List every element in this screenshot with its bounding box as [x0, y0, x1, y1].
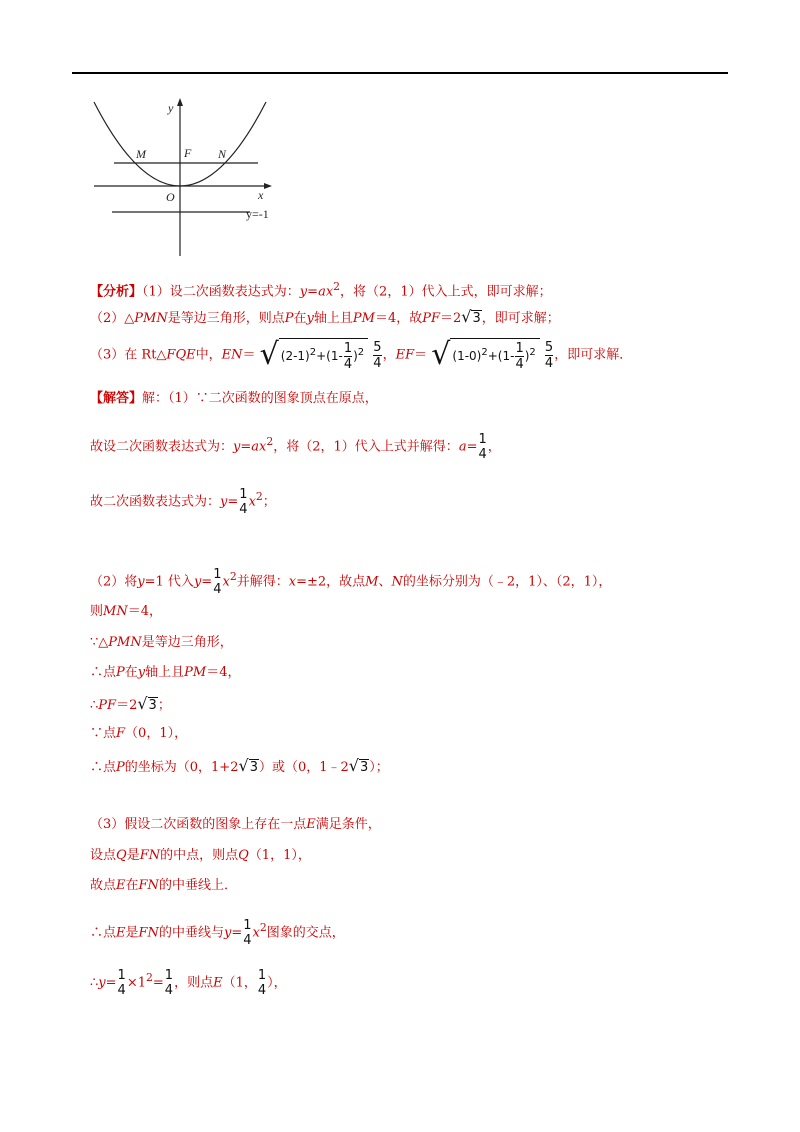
text: = [201, 574, 213, 590]
text: ×1 [126, 975, 146, 991]
sqrt-3: √3 [238, 756, 258, 775]
var: Q [116, 848, 127, 863]
solution-tag: 【解答】 [90, 391, 143, 406]
frac-1-4 [258, 968, 266, 998]
text: ，将（2，1）代入上式，即可求解； [340, 284, 552, 300]
text: = [231, 925, 243, 941]
x-axis-arrow [264, 183, 272, 189]
solution-line-8 [90, 694, 171, 716]
text: ∵点 [90, 726, 117, 741]
text: ＝4， [127, 604, 162, 619]
var: y [233, 439, 241, 455]
num: 1 [343, 341, 353, 356]
var: EF [395, 347, 415, 363]
solution-line-9 [90, 724, 187, 744]
frac-1-4 [243, 918, 251, 948]
num: 1 [239, 487, 248, 502]
text: 故设二次函数表达式为： [90, 439, 234, 455]
text: （2）△ [90, 311, 135, 326]
var: N [391, 574, 403, 590]
solution-line-10 [90, 756, 389, 778]
text: （1， [222, 975, 257, 991]
var: FN [139, 848, 161, 863]
var: PF [422, 311, 440, 326]
den: 4 [117, 983, 126, 998]
text: = [466, 439, 478, 455]
var: PF [98, 698, 117, 713]
text: = [307, 284, 319, 300]
var: P [284, 311, 294, 326]
var: Q [238, 848, 249, 863]
var: P [116, 665, 125, 680]
sqrt-value: 3 [148, 698, 157, 713]
var: y [98, 975, 106, 991]
text: ＝ [242, 347, 256, 363]
den: 4 [257, 983, 267, 998]
text: ∴ [90, 698, 99, 713]
text: 图象的交点， [266, 925, 345, 941]
text: ＝4，故 [374, 311, 423, 326]
var: y [223, 925, 232, 941]
analysis-tag: 【分析】 [90, 284, 143, 300]
sqrt-en: √ $(2-1)^2+(1-$ $\frac{1}{4}$ )$^2$ [260, 338, 369, 372]
solution-line-7 [90, 663, 241, 683]
var: M [365, 574, 379, 590]
exp: 2 [266, 435, 274, 449]
var: x [288, 574, 297, 590]
text: 故二次函数表达式为： [90, 494, 221, 510]
frac-5-4 [373, 340, 381, 371]
term: +(1- [487, 349, 515, 363]
term: +(1- [316, 349, 343, 363]
text: 在 [125, 878, 139, 893]
text: ＝2 [440, 311, 462, 326]
var: PMN [108, 635, 142, 650]
text: 是 [126, 848, 140, 863]
text: ）或（0，1﹣2 [258, 760, 349, 775]
analysis-line-1 [90, 277, 552, 302]
text: （0，1）， [125, 726, 188, 741]
y-axis-arrow [177, 98, 183, 106]
var: y [193, 574, 202, 590]
text: 轴上且 [313, 311, 353, 326]
frac-1-4 [165, 968, 173, 998]
text: 的坐标分别为（﹣2，1）、（2，1）， [402, 574, 612, 590]
var: x [222, 574, 230, 590]
text: = [227, 494, 239, 510]
var: MN [103, 604, 128, 619]
exp: 2 [357, 347, 365, 358]
den: 4 [213, 582, 222, 597]
text: ＝4， [206, 665, 241, 680]
solution-line-14 [90, 918, 345, 948]
exp: 2 [333, 280, 341, 293]
sqrt-ef: √ $(1-0)^2+(1-$ $\frac{1}{4}$ )$^2$ [431, 338, 540, 372]
var: E [116, 925, 126, 941]
term: ) [353, 349, 358, 363]
text: （3）假设二次函数的图象上存在一点 [90, 817, 307, 832]
text: （1，1）， [248, 848, 311, 863]
solution-line-13 [90, 876, 237, 896]
var: FN [138, 878, 159, 893]
den: 4 [239, 502, 248, 517]
analysis-line-3 [90, 338, 632, 372]
text: 是等边三角形， [141, 635, 233, 650]
text: ∴点 [90, 925, 117, 941]
var: FQE [166, 347, 196, 363]
exp: 2 [309, 347, 317, 358]
text: = [240, 439, 252, 455]
text: （2）将 [90, 574, 138, 590]
text: 的坐标为（0，1+2 [124, 760, 239, 775]
parabola-figure [90, 96, 280, 258]
solution-line-12 [90, 846, 311, 866]
sqrt-value: 3 [360, 760, 369, 775]
num: 5 [544, 339, 554, 355]
text: ）， [267, 975, 287, 991]
den: 4 [478, 447, 487, 462]
var: ax [318, 284, 334, 300]
label-n: N [218, 147, 227, 161]
label-y: y [168, 101, 174, 115]
top-rule [72, 72, 728, 74]
frac-5-4 [545, 340, 553, 371]
frac-1-4 [213, 567, 221, 597]
frac-1-4 [344, 341, 352, 372]
label-y-minus-1: y=-1 [246, 207, 269, 221]
label-x: x [258, 188, 264, 202]
var: a [458, 439, 467, 455]
solution-line-11 [90, 815, 381, 835]
solution-line-1 [90, 389, 378, 409]
var: E [213, 975, 223, 991]
text: 在 [124, 665, 138, 680]
var: PM [352, 311, 375, 326]
var: y [299, 284, 308, 300]
solution-line-2 [90, 432, 501, 462]
sqrt-value: 3 [472, 311, 481, 326]
text: =1 代入 [144, 574, 194, 590]
var: x [248, 494, 256, 510]
exp: 2 [259, 921, 267, 935]
den: 4 [164, 983, 174, 998]
sqrt-value: 3 [249, 760, 258, 775]
var: y [137, 665, 146, 680]
text: 、 [378, 574, 392, 590]
sqrt-3: √3 [137, 694, 157, 713]
frac-1-4 [515, 341, 523, 372]
text: ，即可求解． [554, 347, 633, 363]
text: 则 [90, 604, 104, 619]
text: 是 [125, 925, 139, 941]
text: 解：（1）∵二次函数的图象顶点在原点， [142, 391, 378, 406]
text: = [152, 975, 164, 991]
text: =±2，故点 [296, 574, 366, 590]
var: F [116, 726, 126, 741]
var: PM [184, 665, 207, 680]
text: 的中垂线上． [158, 878, 237, 893]
exp: 2 [146, 971, 153, 985]
frac-1-4 [118, 968, 126, 998]
text: ＝2 [116, 698, 138, 713]
solution-line-15 [90, 968, 287, 998]
sqrt-3: √3 [461, 307, 481, 326]
var: x [252, 925, 260, 941]
var: EN [221, 347, 243, 363]
term: ) [524, 349, 530, 363]
text: 是等边三角形，则点 [167, 311, 285, 326]
text: 故点 [90, 878, 117, 893]
frac-1-4 [478, 432, 486, 462]
text: ， [487, 439, 501, 455]
text: 的中点，则点 [160, 848, 239, 863]
text: （1）设二次函数表达式为： [142, 284, 300, 300]
solution-line-5 [90, 602, 162, 622]
text: = [105, 975, 117, 991]
text: 设点 [90, 848, 117, 863]
text: ，即可求解； [481, 311, 560, 326]
var: FN [138, 925, 159, 941]
num: 1 [213, 567, 222, 582]
frac-1-4 [239, 487, 247, 517]
text: ∴点 [90, 760, 117, 775]
exp: 2 [481, 347, 488, 358]
var: E [306, 817, 316, 832]
den: 4 [373, 355, 382, 371]
text: ； [157, 698, 171, 713]
var: PMN [134, 311, 168, 326]
solution-line-3 [90, 487, 276, 517]
var: y [137, 574, 145, 590]
num: 1 [515, 341, 524, 356]
exp: 2 [255, 490, 263, 504]
var: E [116, 878, 126, 893]
den: 4 [243, 933, 252, 948]
den: 4 [544, 355, 554, 371]
var: y [306, 311, 314, 326]
text: ， [382, 347, 396, 363]
exp: 2 [229, 570, 237, 584]
label-f: F [184, 146, 192, 160]
text: 满足条件， [315, 817, 381, 832]
label-origin: O [166, 190, 175, 204]
den: 4 [515, 357, 524, 372]
den: 4 [343, 357, 353, 372]
var: ax [251, 439, 267, 455]
text: ）； [369, 760, 389, 775]
text: ∴ [90, 975, 99, 991]
num: 1 [243, 918, 252, 933]
text: 的中垂线与 [158, 925, 224, 941]
num: 1 [257, 968, 267, 983]
num: 1 [478, 432, 487, 447]
text: ∴点 [90, 665, 117, 680]
solution-line-6 [90, 633, 233, 653]
sqrt-3: √3 [348, 756, 369, 775]
var: y [220, 494, 228, 510]
text: 中， [195, 347, 222, 363]
analysis-line-2 [90, 307, 560, 329]
var: P [116, 760, 125, 775]
text: ，将（2，1）代入上式并解得： [273, 439, 459, 455]
solution-line-4 [90, 567, 611, 597]
text: ； [262, 494, 276, 510]
text: 轴上且 [145, 665, 185, 680]
text: ∵△ [90, 635, 109, 650]
text: 在 [293, 311, 307, 326]
num: 5 [373, 339, 382, 355]
text: ，则点 [174, 975, 214, 991]
term: (1-0) [452, 349, 482, 363]
text: （3）在 Rt△ [90, 347, 167, 363]
num: 1 [164, 968, 174, 983]
exp: 2 [529, 347, 536, 358]
num: 1 [117, 968, 126, 983]
label-m: M [136, 147, 146, 161]
text: ＝ [414, 347, 428, 363]
text: 并解得： [236, 574, 289, 590]
term: (2-1) [280, 349, 310, 363]
